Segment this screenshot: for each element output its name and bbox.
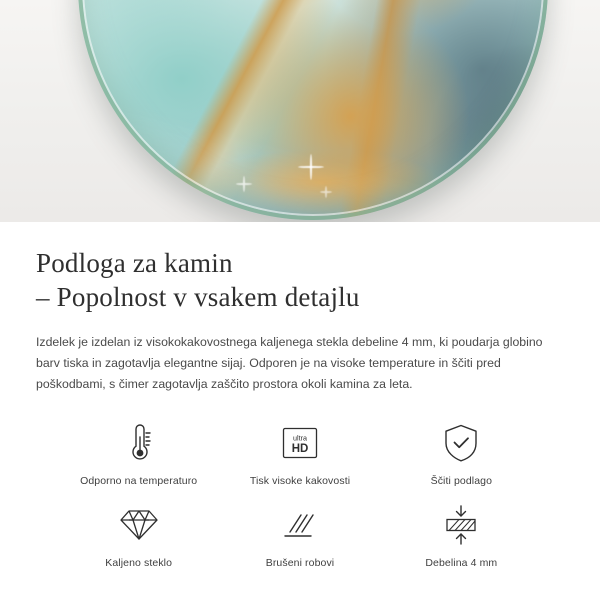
- description-text: [36, 332, 560, 395]
- hero-image: [0, 0, 600, 222]
- shield-check-icon: [442, 421, 480, 465]
- feature-label: Ščiti podlago: [430, 475, 493, 487]
- feature-label: Tisk visoke kakovosti: [249, 475, 351, 487]
- diamond-icon: [118, 503, 160, 547]
- feature-item-protects-surface: [381, 421, 542, 487]
- feature-grid: [36, 421, 564, 569]
- headline-line-2: – Popolnost v vsakem detajlu: [36, 282, 360, 312]
- polished-edges-icon: [280, 503, 320, 547]
- feature-label: Debelina 4 mm: [425, 557, 498, 569]
- ultra-hd-icon: [281, 421, 319, 465]
- thermometer-icon: [122, 421, 156, 465]
- feature-label: Odporno na temperaturo: [80, 475, 198, 487]
- feature-item-polished-edges: [219, 503, 380, 569]
- feature-item-tempered-glass: [58, 503, 219, 569]
- description-paragraph: Izdelek je izdelan iz visokokakovostnega kaljenega stekla debeline 4 mm, ki poudarja globino barv tiska in zagotavlja elegantne sijaj. Odporen je na visoke temperature in ščiti pred poškodbami, s čimer zagotavlja zaščito prostora okoli kamina za leta.: [36, 335, 543, 391]
- thickness-arrows-icon: [441, 503, 481, 547]
- glass-board-image: [78, 0, 548, 220]
- glass-board-surface: [78, 0, 548, 220]
- feature-item-thickness: [381, 503, 542, 569]
- feature-item-temperature: [58, 421, 219, 487]
- svg-text:ultra: ultra: [292, 433, 307, 443]
- page-title: [36, 246, 564, 314]
- headline-line-1: Podloga za kamin: [36, 248, 233, 278]
- svg-text:HD: HD: [291, 443, 309, 455]
- feature-label: Brušeni robovi: [265, 557, 335, 569]
- content-block: [0, 222, 600, 569]
- feature-item-print-quality: [219, 421, 380, 487]
- feature-label: Kaljeno steklo: [105, 557, 173, 569]
